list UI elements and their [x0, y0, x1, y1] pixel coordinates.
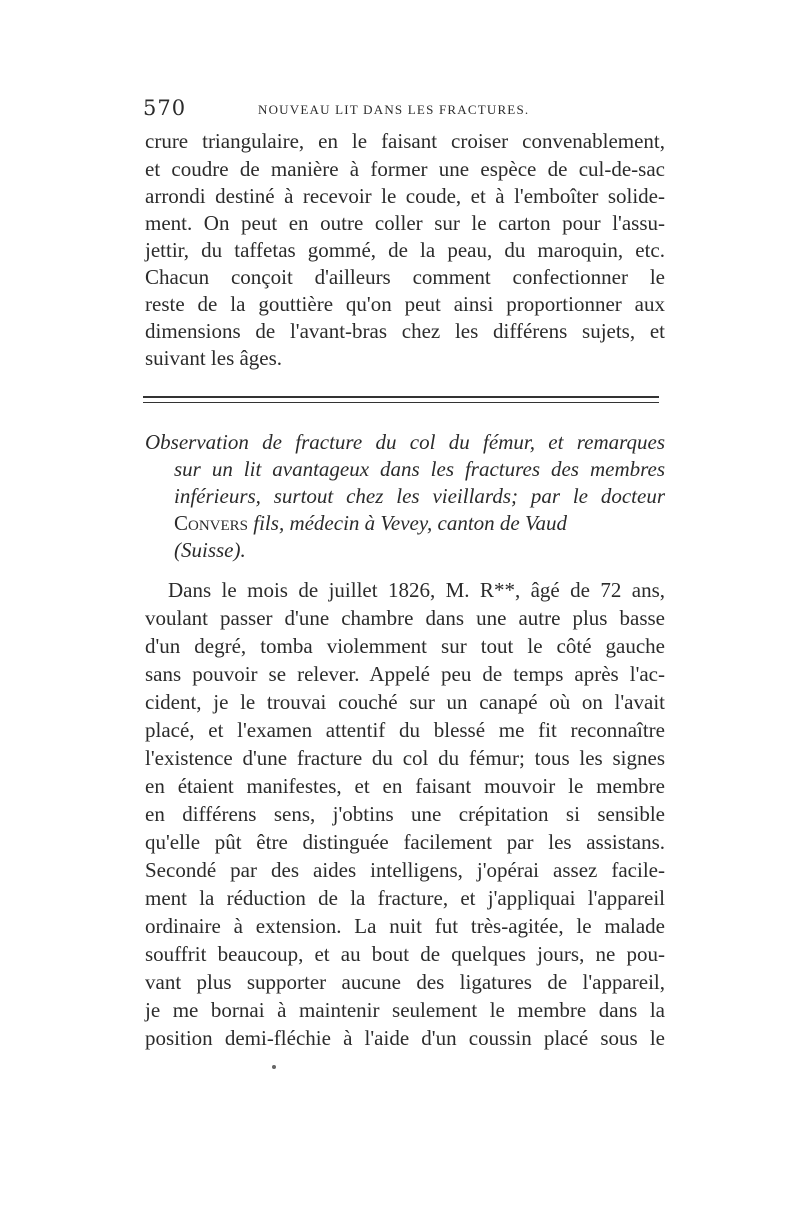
- text-line: suivant les âges.: [145, 346, 283, 370]
- text-line: en différens sens, j'obtins une crépitation si sensible: [145, 802, 665, 826]
- title-line: sur un lit avantageux dans les fractures des membres: [174, 457, 665, 481]
- title-line: Observation de fracture du col du fémur, et remarques: [145, 430, 665, 454]
- text-line: et coudre de manière à former une espèce de cul-de-sac: [145, 157, 665, 181]
- text-line: Chacun conçoit d'ailleurs comment confectionner le: [145, 265, 665, 289]
- text-line: ment. On peut en outre coller sur le carton pour l'assu-: [145, 211, 665, 235]
- text-line: cident, je le trouvai couché sur un canapé où on l'avait: [145, 690, 665, 714]
- ink-speck: [272, 1065, 276, 1069]
- text-line: d'un degré, tomba violemment sur tout le côté gauche: [145, 634, 665, 658]
- text-line: qu'elle pût être distinguée facilement par les assistans.: [145, 830, 665, 854]
- running-head: NOUVEAU LIT DANS LES FRACTURES.: [258, 102, 530, 117]
- text-line: placé, et l'examen attentif du blessé me fit reconnaître: [145, 718, 665, 742]
- section-rule-thick: [143, 396, 659, 398]
- text-line: en étaient manifestes, et en faisant mouvoir le membre: [145, 774, 665, 798]
- title-line: [174, 482, 665, 510]
- title-line: [174, 509, 665, 537]
- text-line: souffrit beaucoup, et au bout de quelques jours, ne pou-: [145, 942, 665, 966]
- page-number: 570: [143, 96, 187, 120]
- text-line: reste de la gouttière qu'on peut ainsi proportionner aux: [145, 292, 665, 316]
- text-line: je me bornai à maintenir seulement le membre dans la: [145, 998, 665, 1022]
- text-line: l'existence d'une fracture du col du fémur; tous les signes: [145, 746, 665, 770]
- text-line: jettir, du taffetas gommé, de la peau, du maroquin, etc.: [145, 238, 665, 262]
- text-line: dimensions de l'avant-bras chez les différens sujets, et: [145, 319, 665, 343]
- text-line: ordinaire à extension. La nuit fut très-agitée, le malade: [145, 914, 665, 938]
- text-line: voulant passer d'une chambre dans une autre plus basse: [145, 606, 665, 630]
- text-line: vant plus supporter aucune des ligatures de l'appareil,: [145, 970, 665, 994]
- text-line: position demi-fléchie à l'aide d'un coussin placé sous le: [145, 1026, 665, 1050]
- section-rule-thin: [143, 402, 659, 403]
- title-line: (Suisse).: [174, 538, 246, 562]
- author-details: fils, médecin à Vevey, canton de Vaud: [248, 511, 568, 535]
- text-line: Secondé par des aides intelligens, j'opérai assez facile-: [145, 858, 665, 882]
- text-line: crure triangulaire, en le faisant croiser convenablement,: [145, 129, 665, 153]
- page-header: [143, 96, 663, 124]
- text-line: ment la réduction de la fracture, et j'appliquai l'appareil: [145, 886, 665, 910]
- text-line: arrondi destiné à recevoir le coude, et à l'emboîter solide-: [145, 184, 665, 208]
- text-line: Dans le mois de juillet 1826, M. R**, âgé de 72 ans,: [168, 578, 665, 602]
- text-line: sans pouvoir se relever. Appelé peu de temps après l'ac-: [145, 662, 665, 686]
- author-name: Convers: [174, 511, 249, 535]
- title-line-text: inférieurs, surtout chez les vieillards; par le docteur: [174, 484, 665, 508]
